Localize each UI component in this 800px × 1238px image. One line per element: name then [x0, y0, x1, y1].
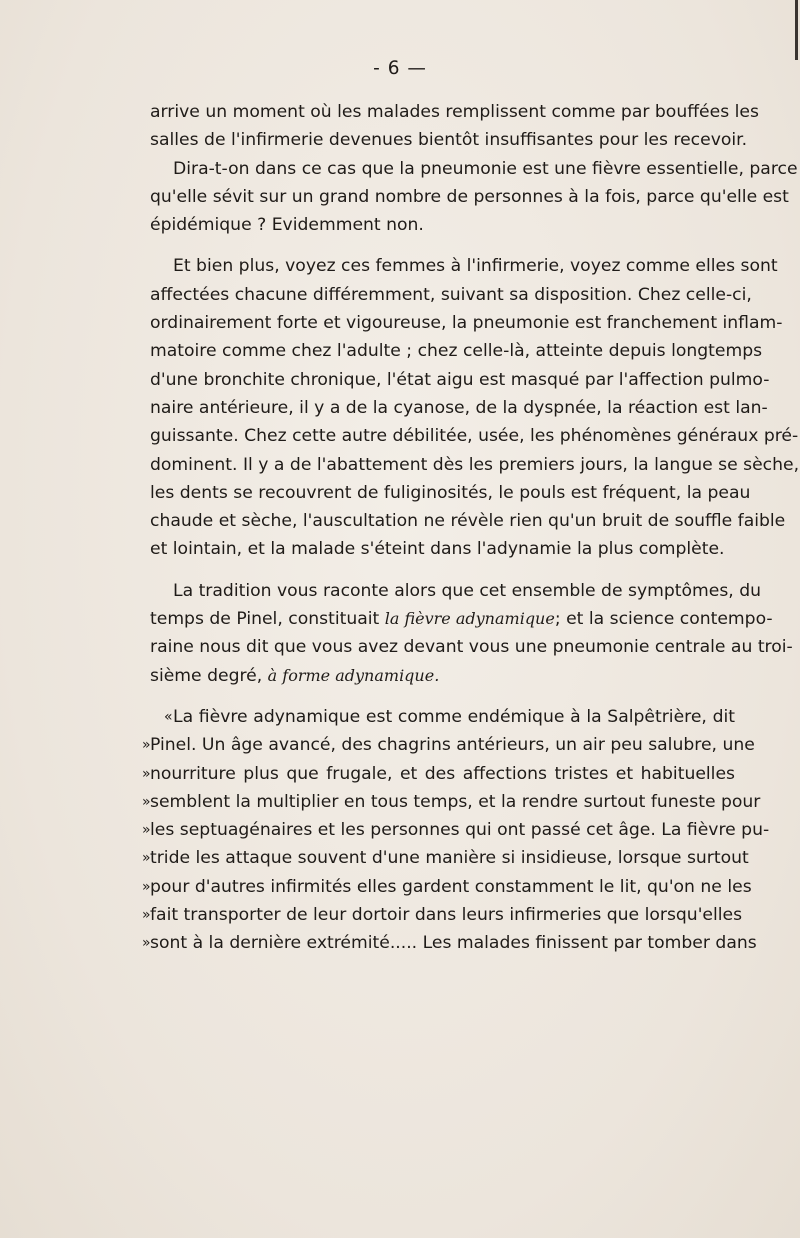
text-line: chaude et sèche, l'auscultation ne révèle rien qu'un bruit de souffle faible [150, 511, 786, 532]
quote-mark: » [142, 765, 151, 782]
text-line: d'une bronchite chronique, l'état aigu est masqué par l'affection pulmo- [150, 369, 770, 390]
text-run: nourriture plus que frugale, et des affections tristes et habituelles [150, 763, 735, 784]
text-line: qu'elle sévit sur un grand nombre de personnes à la fois, parce qu'elle est [150, 186, 789, 207]
text-run: les septuagénaires et les personnes qui ont passé cet âge. La fièvre pu- [150, 820, 770, 841]
text-line [150, 703, 735, 731]
text-line [142, 760, 735, 788]
quote-mark: » [142, 878, 151, 895]
paragraph-4 [150, 577, 793, 690]
text-run: La fièvre adynamique est comme endémique à la Salpêtrière, dit [173, 706, 735, 727]
text-line: Et bien plus, voyez ces femmes à l'infirmerie, voyez comme elles sont [173, 256, 778, 277]
text-line: La tradition vous raconte alors que cet ensemble de symptômes, du [173, 580, 762, 601]
text-line: salles de l'infirmerie devenues bientôt insuffisantes pour les recevoir. [150, 130, 748, 151]
italic-term: la fièvre adynamique [384, 609, 555, 629]
text-line: guissante. Chez cette autre débilitée, usée, les phénomènes généraux pré- [150, 426, 799, 447]
text-line: raine nous dit que vous avez devant vous une pneumonie centrale au troi- [150, 637, 793, 658]
paragraph-2 [150, 155, 798, 240]
text-line [150, 662, 735, 690]
text-line [142, 873, 752, 901]
text-line: matoire comme chez l'adulte ; chez celle-là, atteinte depuis longtemps [150, 341, 763, 362]
quote-mark: » [142, 737, 151, 754]
text-line: et lointain, et la malade s'éteint dans l'adynamie la plus complète. [150, 539, 725, 560]
text-run: sième degré, [150, 665, 268, 686]
text-line [142, 901, 743, 929]
text-run: sont à la dernière extrémité..... Les malades finissent par tomber dans [150, 933, 757, 954]
text-line: Dira-t-on dans ce cas que la pneumonie est une fièvre essentielle, parce [173, 158, 798, 179]
text-line: les dents se recouvrent de fuliginosités, le pouls est fréquent, la peau [150, 482, 751, 503]
text-line: affectées chacune différemment, suivant sa disposition. Chez celle-ci, [150, 284, 752, 305]
text-run: fait transporter de leur dortoir dans leurs infirmeries que lorsqu'elles [150, 905, 743, 926]
text-run: pour d'autres infirmités elles gardent constamment le lit, qu'on ne les [150, 876, 752, 897]
body-text [142, 98, 800, 958]
paragraph-1 [150, 98, 759, 155]
quote-mark: » [142, 822, 151, 839]
text-run: semblent la multiplier en tous temps, et la rendre surtout funeste pour [150, 791, 761, 812]
quote-mark: » [142, 907, 151, 924]
text-line [142, 731, 755, 759]
text-run: temps de Pinel, constituait [150, 609, 385, 630]
quote-mark: » [142, 793, 151, 810]
text-run: tride les attaque souvent d'une manière si insidieuse, lorsque surtout [150, 848, 749, 869]
page-edge-mark [795, 0, 798, 60]
text-line [150, 605, 773, 633]
quote-mark: « [164, 708, 173, 725]
text-line [142, 929, 757, 957]
text-line: arrive un moment où les malades remplissent comme par bouffées les [150, 102, 759, 122]
text-line [142, 844, 749, 872]
paragraph-3 [150, 252, 800, 563]
text-line [142, 816, 770, 844]
quote-mark: » [142, 935, 151, 952]
text-line: épidémique ? Evidemment non. [150, 215, 424, 236]
text-line: naire antérieure, il y a de la cyanose, de la dyspnée, la réaction est lan- [150, 397, 768, 418]
text-line: ordinairement forte et vigoureuse, la pneumonie est franchement inflam- [150, 313, 783, 334]
text-run: ; et la science contempo- [554, 609, 773, 630]
page-number: - 6 — [373, 58, 427, 79]
text-line [142, 788, 761, 816]
text-line: dominent. Il y a de l'abattement dès les premiers jours, la langue se sèche, [150, 454, 800, 475]
paragraph-5-quote [142, 703, 770, 958]
italic-term: à forme adynamique. [267, 665, 440, 685]
text-run: Pinel. Un âge avancé, des chagrins antérieurs, un air peu salubre, une [150, 735, 755, 756]
quote-mark: » [142, 850, 151, 867]
